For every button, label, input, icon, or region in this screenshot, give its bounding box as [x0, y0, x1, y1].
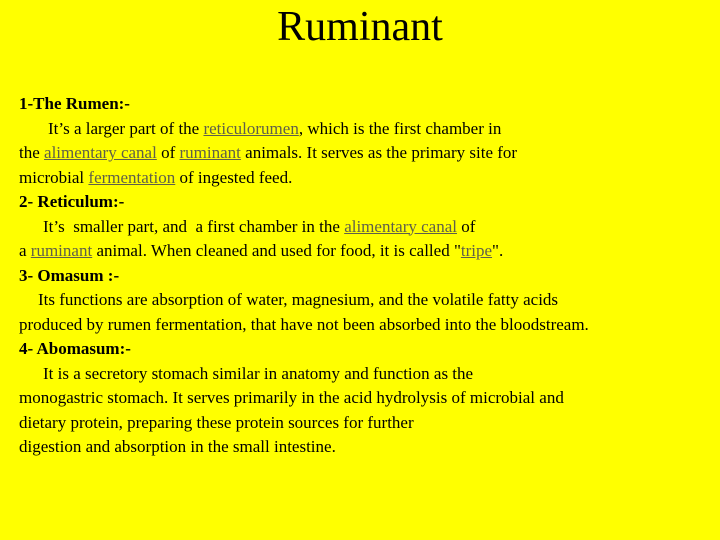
document-body — [19, 92, 709, 460]
section-abomasum — [19, 337, 709, 460]
paragraph-line — [19, 386, 709, 411]
paragraph-line — [19, 239, 709, 264]
text-span: animals. It serves as the primary site for — [240, 143, 518, 162]
section-heading: 2- Reticulum:- — [19, 192, 125, 211]
text-span: ". — [492, 241, 504, 260]
text-span: produced by rumen fermentation, that have not been absorbed into the bloodstream. — [19, 314, 589, 334]
text-span: dietary protein, preparing these protein sources for further — [19, 412, 414, 432]
text-span: the — [19, 143, 45, 162]
link-alimentary-canal[interactable]: alimentary canal — [44, 143, 157, 162]
link-reticulorumen[interactable]: reticulorumen — [203, 118, 299, 138]
paragraph-line — [19, 313, 709, 338]
paragraph-line — [19, 362, 709, 387]
text-span: of ingested feed. — [175, 167, 293, 187]
text-span: of — [156, 143, 180, 162]
paragraph-line — [19, 117, 709, 142]
section-heading: 4- Abomasum:- — [19, 339, 131, 358]
paragraph-line — [19, 288, 709, 313]
text-span: It is a secretory stomach similar in anatomy and function as the — [43, 363, 474, 383]
link-tripe[interactable]: tripe — [460, 241, 493, 260]
section-reticulum — [19, 190, 709, 264]
page-title: Ruminant — [277, 4, 443, 50]
section-rumen — [19, 92, 709, 190]
text-span: of — [457, 216, 476, 236]
paragraph-line — [19, 166, 709, 191]
paragraph-line — [19, 435, 709, 460]
text-span: Its functions are absorption of water, magnesium, and the volatile fatty acids — [38, 290, 559, 309]
section-heading: 3- Omasum :- — [19, 265, 120, 285]
text-span: microbial — [19, 167, 89, 187]
link-ruminant[interactable]: ruminant — [179, 143, 241, 162]
paragraph-line — [19, 141, 709, 166]
paragraph-line — [19, 411, 709, 436]
text-span: animal. When cleaned and used for food, it is called " — [92, 241, 461, 260]
text-span: It’s a larger part of the — [48, 118, 204, 138]
text-span: , which is the first chamber in — [298, 118, 502, 138]
text-span: digestion and absorption in the small intestine. — [19, 437, 336, 456]
link-alimentary-canal[interactable]: alimentary canal — [344, 216, 457, 236]
link-fermentation[interactable]: fermentation — [88, 167, 176, 187]
text-span: It’s smaller part, and a first chamber in the — [43, 216, 345, 236]
link-ruminant[interactable]: ruminant — [30, 241, 93, 260]
text-span: monogastric stomach. It serves primarily in the acid hydrolysis of microbial and — [19, 388, 564, 407]
section-omasum — [19, 264, 709, 338]
section-heading: 1-The Rumen:- — [19, 94, 130, 113]
paragraph-line — [19, 215, 709, 240]
text-span: a — [19, 241, 31, 260]
